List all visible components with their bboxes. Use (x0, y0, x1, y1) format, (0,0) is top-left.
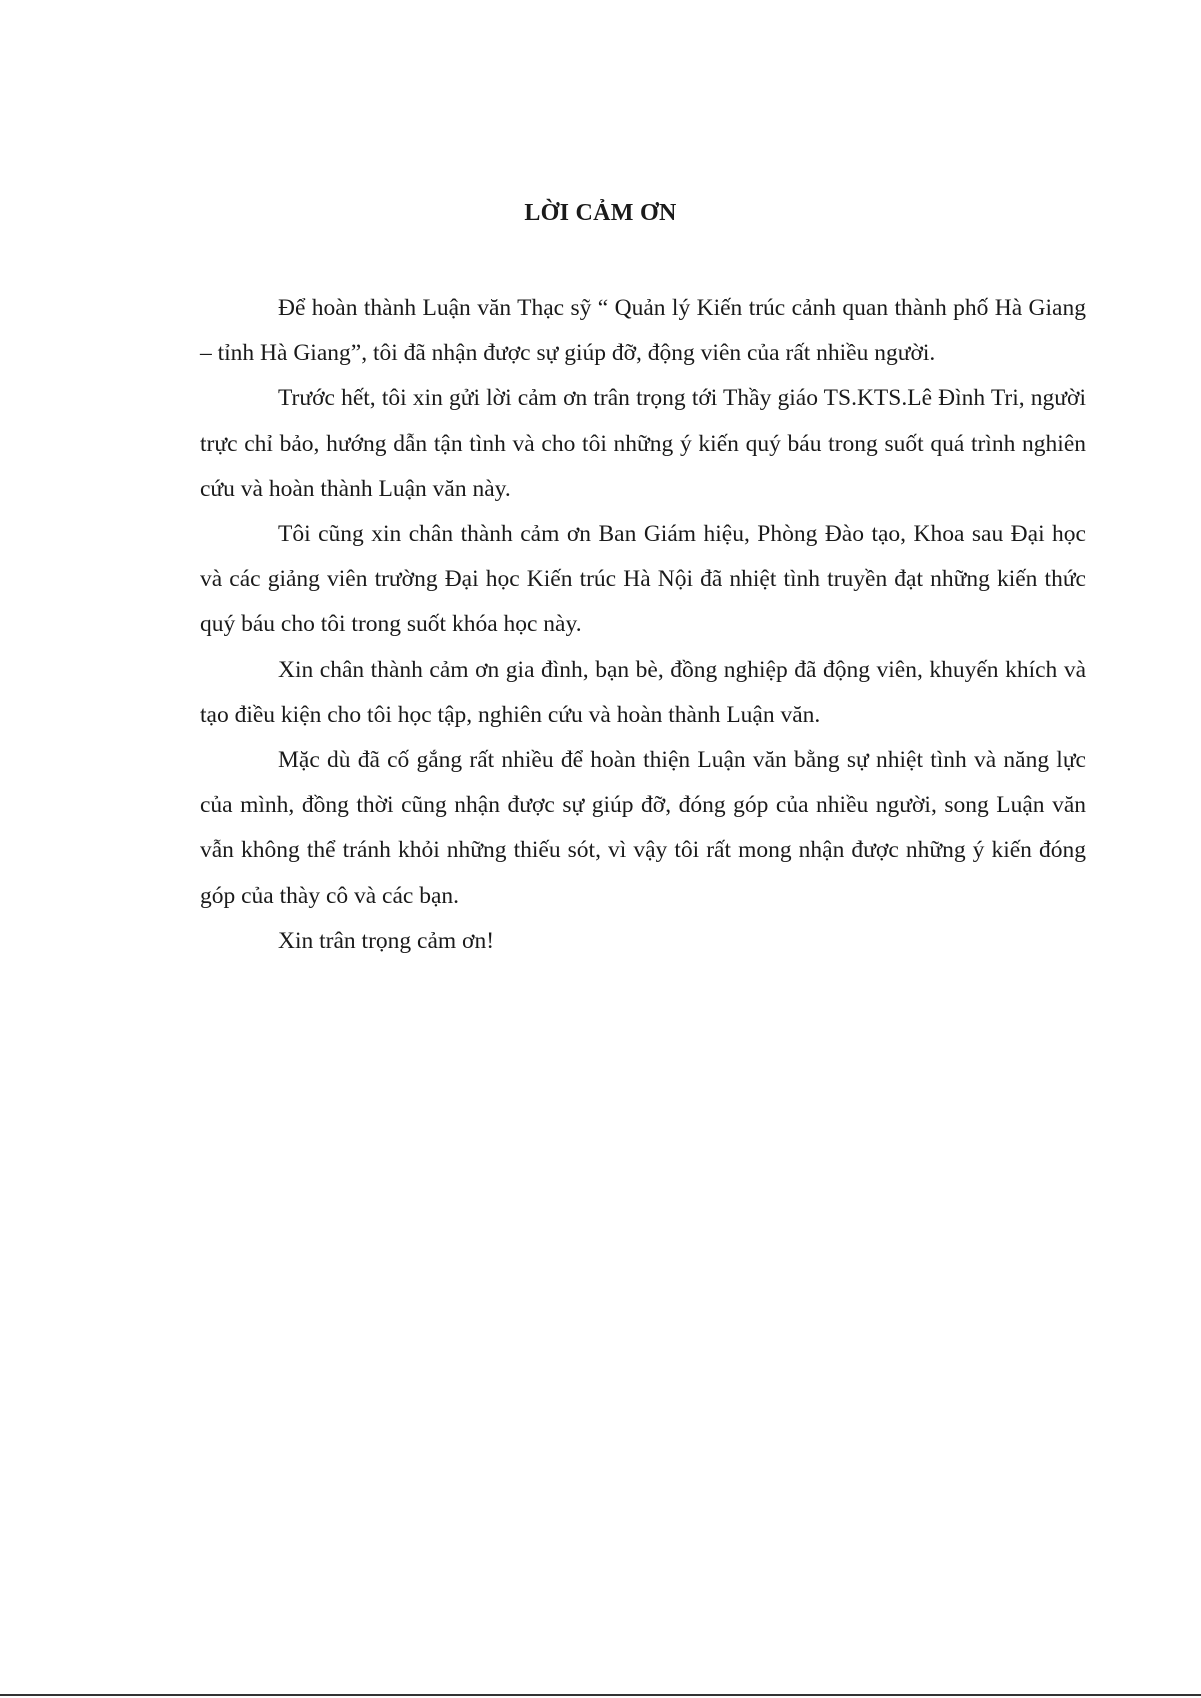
paragraph-supervisor-thanks: Trước hết, tôi xin gửi lời cảm ơn trân trọng tới Thầy giáo TS.KTS.Lê Đình Tri, người trực chỉ bảo, hướng dẫn tận tình và cho tôi những ý kiến quý báu trong suốt quá trình nghiên cứu và hoàn thành Luận văn này. (200, 385, 1086, 502)
paragraph-family-thanks: Xin chân thành cảm ơn gia đình, bạn bè, đồng nghiệp đã động viên, khuyến khích và tạo điều kiện cho tôi học tập, nghiên cứu và hoàn thành Luận văn. (200, 656, 1086, 728)
page-title: LỜI CẢM ƠN (524, 200, 677, 226)
bottom-border-line (0, 1694, 1201, 1696)
paragraph-university-thanks: Tôi cũng xin chân thành cảm ơn Ban Giám hiệu, Phòng Đào tạo, Khoa sau Đại học và các giảng viên trường Đại học Kiến trúc Hà Nội đã nhiệt tình truyền đạt những kiến thức quý báu cho tôi trong suốt khóa học này. (200, 521, 1086, 638)
paragraph-limitations: Mặc dù đã cố gắng rất nhiều để hoàn thiện Luận văn bằng sự nhiệt tình và năng lực của mình, đồng thời cũng nhận được sự giúp đỡ, đóng góp của nhiều người, song Luận văn vẫn không thể tránh khỏi những thiếu sót, vì vậy tôi rất mong nhận được những ý kiến đóng góp của thày cô và các bạn. (200, 747, 1086, 909)
paragraph-intro: Để hoàn thành Luận văn Thạc sỹ “ Quản lý Kiến trúc cảnh quan thành phố Hà Giang – tỉnh Hà Giang”, tôi đã nhận được sự giúp đỡ, động viên của rất nhiều người. (200, 295, 1086, 367)
paragraph-closing: Xin trân trọng cảm ơn! (278, 927, 495, 954)
acknowledgement-body (200, 286, 1086, 964)
